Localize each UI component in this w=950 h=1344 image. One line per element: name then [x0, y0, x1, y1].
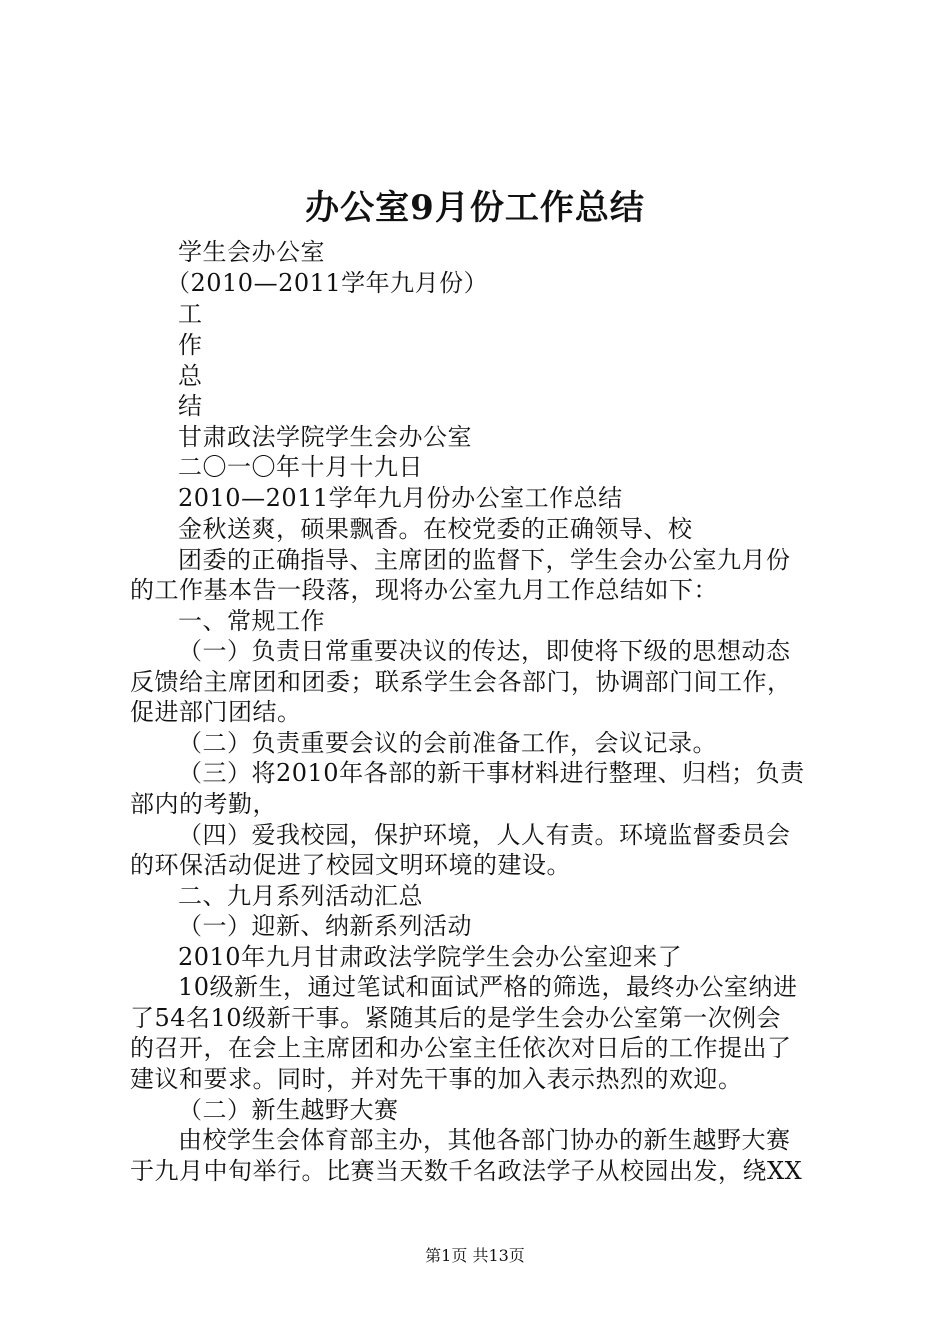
text-line: 的环保活动促进了校园文明环境的建设。: [130, 851, 571, 879]
text-line: 部内的考勤，: [130, 790, 277, 818]
text-line: （一）迎新、纳新系列活动: [178, 912, 472, 940]
text-line: 促进部门团结。: [130, 698, 302, 726]
text-line: 学生会办公室: [178, 238, 325, 266]
text-line: 团委的正确指导、主席团的监督下，学生会办公室九月份: [178, 546, 791, 574]
text-line: （二）负责重要会议的会前准备工作，会议记录。: [178, 729, 717, 757]
text-line: 建议和要求。同时，并对先干事的加入表示热烈的欢迎。: [130, 1065, 743, 1093]
text-line: （四）爱我校园，保护环境，人人有责。环境监督委员会: [178, 821, 791, 849]
text-line: 工: [178, 300, 203, 328]
text-line: 2010—2011学年九月份办公室工作总结: [178, 484, 623, 512]
text-line: （2010—2011学年九月份）: [166, 269, 489, 297]
text-line: 的召开，在会上主席团和办公室主任依次对日后的工作提出了: [130, 1034, 792, 1062]
text-line: 总: [178, 362, 203, 390]
text-line: （一）负责日常重要决议的传达，即使将下级的思想动态: [178, 637, 791, 665]
page-title: 办公室9月份工作总结: [305, 188, 645, 228]
text-line: 二、九月系列活动汇总: [178, 882, 423, 910]
text-line: 作: [178, 331, 203, 359]
text-line: 结: [178, 392, 203, 420]
text-line: （二）新生越野大赛: [178, 1096, 399, 1124]
text-line: 于九月中旬举行。比赛当天数千名政法学子从校园出发，绕XX: [130, 1157, 803, 1185]
text-line: 金秋送爽，硕果飘香。在校党委的正确领导、校: [178, 515, 693, 543]
text-line: 的工作基本告一段落，现将办公室九月工作总结如下：: [130, 576, 718, 604]
text-line: 由校学生会体育部主办，其他各部门协办的新生越野大赛: [178, 1126, 791, 1154]
text-line: 二〇一〇年十月十九日: [178, 453, 423, 481]
text-line: 2010年九月甘肃政法学院学生会办公室迎来了: [178, 943, 683, 971]
text-line: 10级新生，通过笔试和面试严格的筛选，最终办公室纳进: [178, 973, 798, 1001]
text-line: 一、常规工作: [178, 607, 325, 635]
text-line: 反馈给主席团和团委；联系学生会各部门，协调部门间工作，: [130, 668, 792, 696]
text-line: 了54名10级新干事。紧随其后的是学生会办公室第一次例会: [130, 1004, 782, 1032]
page-footer: 第1页 共13页: [425, 1246, 525, 1265]
text-line: 甘肃政法学院学生会办公室: [178, 423, 472, 451]
text-line: （三）将2010年各部的新干事材料进行整理、归档；负责: [178, 759, 805, 787]
